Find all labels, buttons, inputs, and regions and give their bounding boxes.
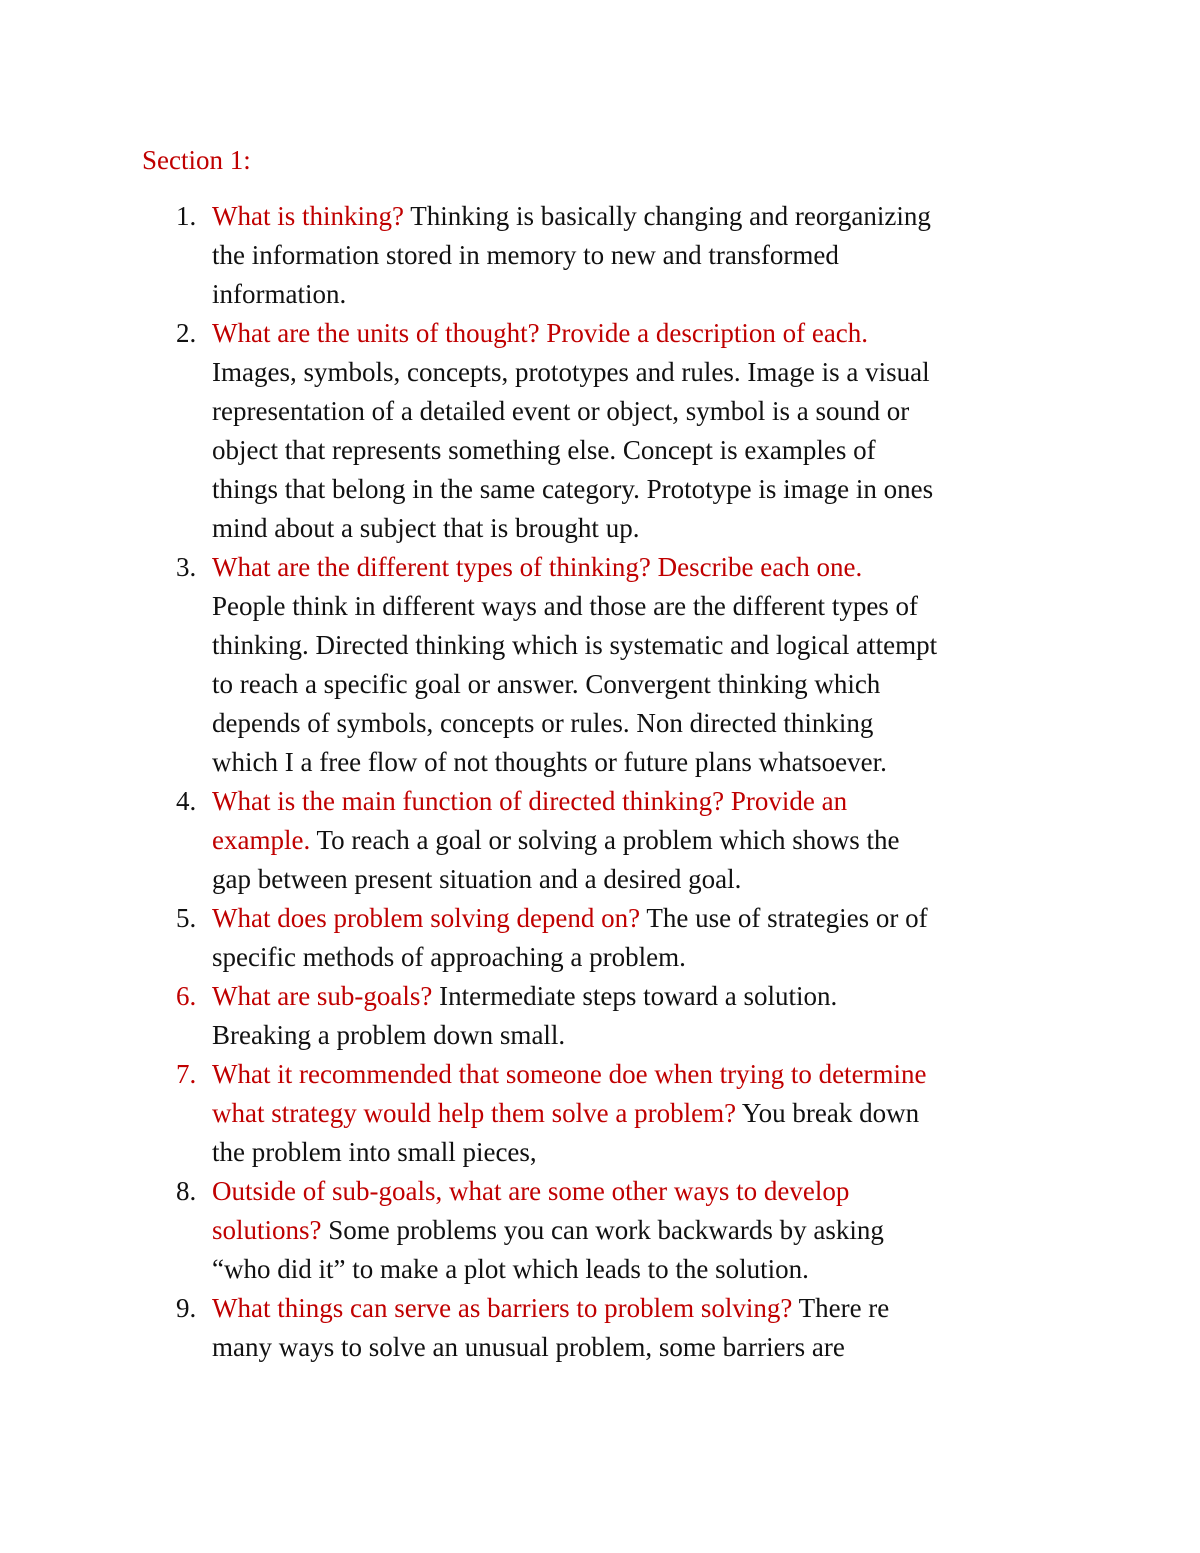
answer-text: thinking. Directed thinking which is systematic and logical attempt	[212, 630, 938, 660]
item-line	[212, 587, 1200, 626]
answer-text: To reach a goal or solving a problem which shows the	[310, 825, 900, 855]
question-list	[0, 197, 1200, 1367]
answer-text: mind about a subject that is brought up.	[212, 513, 640, 543]
answer-text: the problem into small pieces,	[212, 1137, 537, 1167]
question-item	[0, 977, 1200, 1055]
question-text: Outside of sub-goals, what are some other ways to develop	[212, 1176, 850, 1206]
question-text: What are sub-goals?	[212, 981, 433, 1011]
question-item	[0, 1289, 1200, 1367]
item-number: 3.	[176, 552, 197, 582]
question-text: What are the units of thought? Provide a description of each.	[212, 318, 869, 348]
item-line	[212, 743, 1200, 782]
item-line	[212, 1133, 1200, 1172]
answer-text: specific methods of approaching a problem.	[212, 942, 686, 972]
question-item	[0, 197, 1200, 314]
question-text: What things can serve as barriers to problem solving?	[212, 1293, 793, 1323]
answer-text: Breaking a problem down small.	[212, 1020, 566, 1050]
question-text: solutions?	[212, 1215, 322, 1245]
answer-text: Some problems you can work backwards by asking	[321, 1215, 884, 1245]
item-line	[212, 470, 1200, 509]
answer-text: information.	[212, 279, 347, 309]
item-line	[212, 1016, 1200, 1055]
question-item	[0, 548, 1200, 782]
item-line	[212, 1250, 1200, 1289]
item-line	[212, 509, 1200, 548]
item-number: 6.	[176, 981, 197, 1011]
item-line	[212, 626, 1200, 665]
item-line	[212, 314, 1200, 353]
question-item	[0, 1172, 1200, 1289]
item-number: 9.	[176, 1293, 197, 1323]
item-line	[212, 236, 1200, 275]
item-line	[212, 353, 1200, 392]
answer-text: the information stored in memory to new and transformed	[212, 240, 839, 270]
question-text: What it recommended that someone doe when trying to determine	[212, 1059, 927, 1089]
item-line	[212, 782, 1200, 821]
question-text: What is the main function of directed thinking? Provide an	[212, 786, 848, 816]
question-item	[0, 782, 1200, 899]
item-line	[212, 821, 1200, 860]
item-line	[212, 860, 1200, 899]
question-text: what strategy would help them solve a problem?	[212, 1098, 737, 1128]
item-line	[212, 548, 1200, 587]
item-line	[212, 392, 1200, 431]
item-line	[212, 431, 1200, 470]
answer-text: things that belong in the same category. Prototype is image in ones	[212, 474, 934, 504]
item-line	[212, 275, 1200, 314]
item-number: 4.	[176, 786, 197, 816]
item-number: 1.	[176, 201, 197, 231]
answer-text: to reach a specific goal or answer. Convergent thinking which	[212, 669, 881, 699]
item-number: 7.	[176, 1059, 197, 1089]
question-item	[0, 1055, 1200, 1172]
item-line	[212, 1289, 1200, 1328]
item-number: 5.	[176, 903, 197, 933]
item-number: 2.	[176, 318, 197, 348]
item-line	[212, 1211, 1200, 1250]
item-line	[212, 1172, 1200, 1211]
answer-text: which I a free flow of not thoughts or future plans whatsoever.	[212, 747, 887, 777]
question-text: What is thinking?	[212, 201, 404, 231]
item-line	[212, 197, 1200, 236]
item-line	[212, 665, 1200, 704]
answer-text: People think in different ways and those are the different types of	[212, 591, 919, 621]
question-text: What does problem solving depend on?	[212, 903, 641, 933]
answer-text: “who did it” to make a plot which leads to the solution.	[212, 1254, 809, 1284]
answer-text: The use of strategies or of	[640, 903, 928, 933]
answer-text: gap between present situation and a desired goal.	[212, 864, 742, 894]
section-heading: Section 1:	[142, 145, 251, 175]
question-text: example.	[212, 825, 311, 855]
item-line	[212, 1328, 1200, 1367]
item-line	[212, 1094, 1200, 1133]
answer-text: many ways to solve an unusual problem, some barriers are	[212, 1332, 845, 1362]
question-text: What are the different types of thinking? Describe each one.	[212, 552, 863, 582]
item-line	[212, 899, 1200, 938]
answer-text: Thinking is basically changing and reorganizing	[403, 201, 931, 231]
answer-text: You break down	[736, 1098, 920, 1128]
item-line	[212, 704, 1200, 743]
answer-text: depends of symbols, concepts or rules. Non directed thinking	[212, 708, 874, 738]
item-line	[212, 977, 1200, 1016]
item-line	[212, 938, 1200, 977]
item-number: 8.	[176, 1176, 197, 1206]
item-line	[212, 1055, 1200, 1094]
answer-text: object that represents something else. Concept is examples of	[212, 435, 876, 465]
answer-text: Images, symbols, concepts, prototypes and rules. Image is a visual	[212, 357, 930, 387]
question-item	[0, 899, 1200, 977]
answer-text: There re	[792, 1293, 890, 1323]
question-item	[0, 314, 1200, 548]
answer-text: Intermediate steps toward a solution.	[432, 981, 838, 1011]
answer-text: representation of a detailed event or object, symbol is a sound or	[212, 396, 910, 426]
